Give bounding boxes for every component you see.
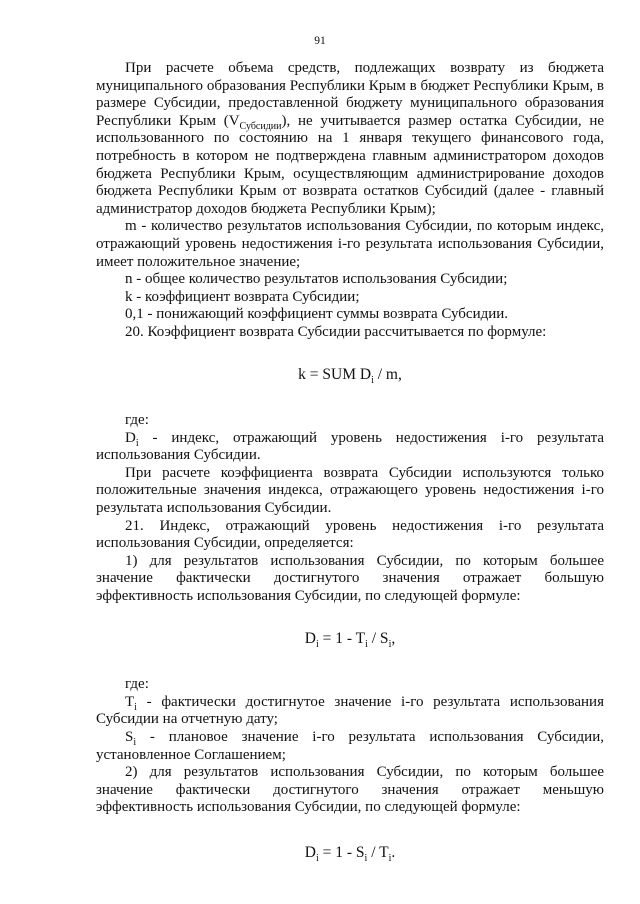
document-body	[96, 60, 604, 865]
paragraph-ti-definition: $T_i$ - фактически достигнутое значение i-го результата использования Субсидии на отчетную дату;	[96, 693, 604, 728]
paragraph-item-21: 21. Индекс, отражающий уровень недостижения i-го результата использования Субсидии, определяется:	[96, 517, 604, 552]
paragraph-m-definition: m - количество результатов использования Субсидии, по которым индекс, отражающий уровень недостижения i-го результата использования Субсидии, имеет положительное значение;	[96, 218, 604, 270]
paragraph-where-2: где:	[125, 676, 149, 693]
paragraph-case-2: 2) для результатов использования Субсидии, по которым большее значение фактически достигнутого значения отражает меньшую эффективность использования Субсидии, по следующей формуле:	[96, 764, 604, 816]
paragraph-positive-values: При расчете коэффициента возврата Субсидии используются только положительные значения индекса, отражающего уровень недостижения i-го результата использования Субсидии.	[96, 464, 604, 517]
page-number: 91	[314, 35, 326, 47]
formula-index-case-2: $D_i = 1 - S_i / T_i$.	[304, 843, 396, 865]
paragraph-item-20: 20. Коэффициент возврата Субсидии рассчитывается по формуле:	[125, 323, 547, 340]
formula-index-case-1: $D_i = 1 - T_i / S_i$,	[304, 629, 396, 650]
paragraph-di-definition: $D_i$ - индекс, отражающий уровень недостижения i-го результата использования Субсидии.	[96, 429, 604, 464]
paragraph-k-definition: k - коэффициент возврата Субсидии;	[125, 288, 360, 305]
paragraph-reducing-coefficient: 0,1 - понижающий коэффициент суммы возврата Субсидии.	[125, 306, 509, 323]
paragraph-si-definition: $S_i$ - плановое значение i-го результата использования Субсидии, установленное Соглашением;	[96, 729, 604, 763]
paragraph-where-1: где:	[125, 412, 149, 429]
paragraph-return-calculation: При расчете объема средств, подлежащих возврату из бюджета муниципального образования Республики Крым в бюджет Республики Крым, в размере Субсидии, предоставленной бюджету муниципального образования Республики Крым $(V_{Субсидии})$, не учитывается размер остатка Субсидии, не использованного по состоянию на 1 января текущего финансового года, потребность в котором не подтверждена главным администратором доходов бюджета Республики Крым, осуществляющим администрирование доходов бюджета Республики Крым от возврата остатков Субсидий (далее - главный администратор доходов бюджета Республики Крым);	[96, 60, 604, 217]
formula-return-coefficient: k = SUM $D_i$ / m,	[298, 365, 402, 386]
paragraph-n-definition: n - общее количество результатов использования Субсидии;	[125, 271, 508, 288]
paragraph-case-1: 1) для результатов использования Субсидии, по которым большее значение фактически достигнутого значения отражает большую эффективность использования Субсидии, по следующей формуле:	[96, 552, 604, 605]
